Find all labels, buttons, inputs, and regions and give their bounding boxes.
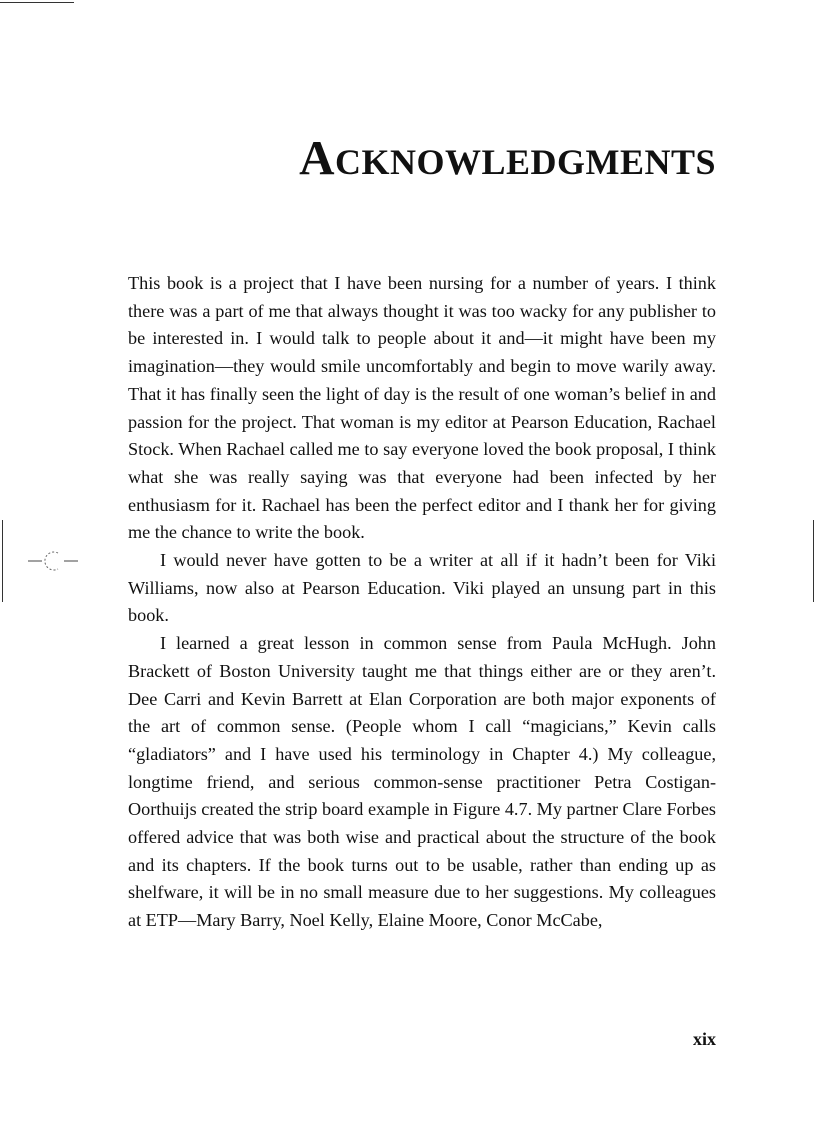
page-number: xix (692, 1029, 716, 1049)
paragraph: I learned a great lesson in common sense from Paula McHugh. John Brackett of Boston University taught me that things either are or they aren’t. Dee Carri and Kevin Barrett at Elan Corporation are both major exponents of the art of common sense. (People whom I call “magicians,” Kevin calls “gladiators” and I have used his terminology in Chapter 4.) My colleague, longtime friend, and serious common-sense practitioner Petra Costigan-Oorthuijs created the strip board example in Figure 4.7. My partner Clare Forbes offered advice that was both wise and practical about the structure of the book and its chapters. If the book turns out to be usable, rather than ending up as shelfware, it will be in no small measure due to her suggestions. My colleagues at ETP—Mary Barry, Noel Kelly, Elaine Moore, Conor McCabe, (128, 633, 716, 931)
registration-mark-icon (28, 548, 78, 574)
paragraph: This book is a project that I have been nursing for a number of years. I think there was a part of me that always thought it was too wacky for any publisher to be interested in. I would talk to people about it and—it might have been my imagination—they would smile uncomfortably and begin to move warily away. That it has finally seen the light of day is the result of one woman’s belief in and passion for the project. That woman is my editor at Pearson Education, Rachael Stock. When Rachael called me to say everyone loved the book proposal, I think what she was really saying was that everyone had been infected by her enthusiasm for it. Rachael has been the perfect editor and I thank her for giving me the chance to write the book. (128, 273, 716, 543)
crop-mark-right (813, 520, 814, 602)
paragraph: I would never have gotten to be a writer at all if it hadn’t been for Viki Williams, now also at Pearson Education. Viki played an unsung part in this book. (128, 550, 716, 626)
title-rest: CKNOWLEDGMENTS (334, 142, 716, 182)
body-text (128, 270, 716, 935)
crop-mark-left (2, 520, 3, 602)
crop-mark-top (0, 2, 74, 3)
chapter-title (0, 128, 716, 192)
title-initial: A (299, 130, 335, 185)
